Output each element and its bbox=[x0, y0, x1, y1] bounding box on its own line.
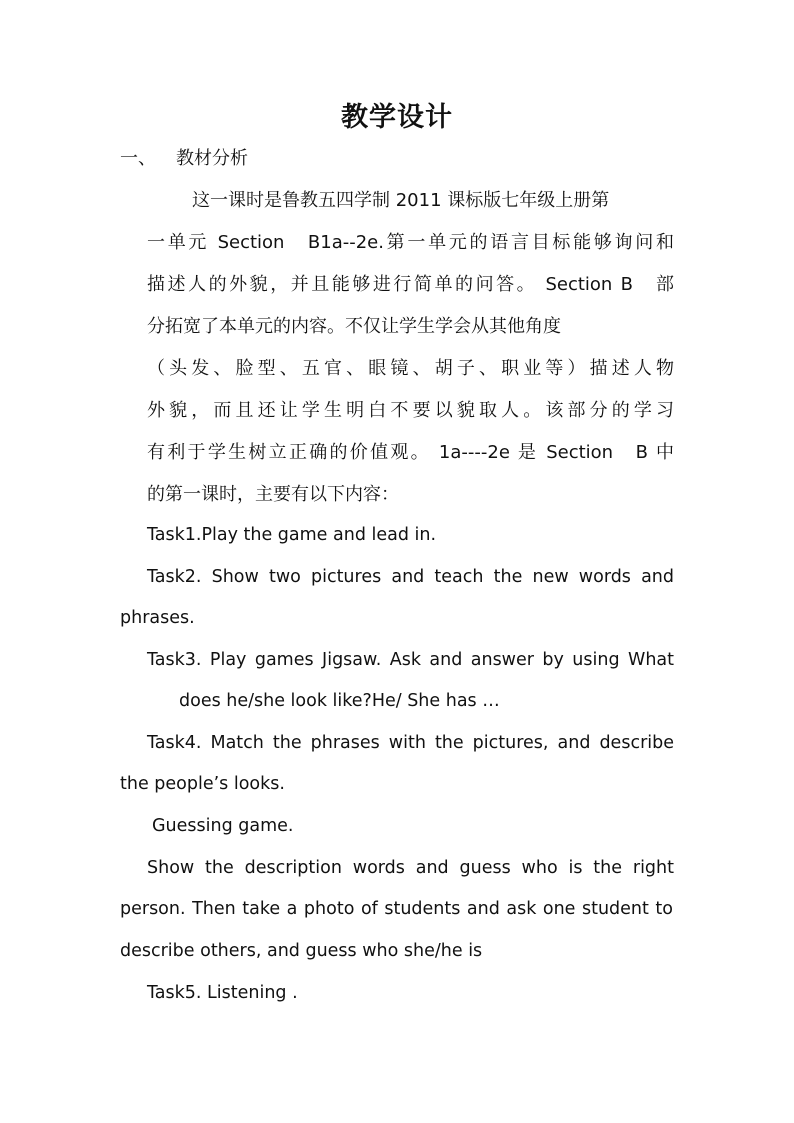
section-heading bbox=[120, 146, 248, 172]
task1-line: Task1.Play the game and lead in. bbox=[147, 525, 437, 545]
paragraph-line-7: 有利于学生树立正确的价值观。 1a----2e 是 Section B 中 bbox=[147, 442, 674, 463]
paragraph-line-4: 分拓宽了本单元的内容。不仅让学生学会从其他角度 bbox=[147, 316, 561, 337]
document-title: 教学设计 bbox=[341, 102, 453, 133]
section-number: 一、 bbox=[120, 148, 156, 169]
paragraph-line-2: 一单元 Section B1a--2e.第一单元的语言目标能够询问和 bbox=[147, 232, 674, 253]
paragraph-line-3: 描述人的外貌，并且能够进行简单的问答。 Section B 部 bbox=[147, 274, 674, 295]
paragraph-line-6: 外貌，而且还让学生明白不要以貌取人。该部分的学习 bbox=[147, 400, 674, 421]
task2-line-2: phrases. bbox=[120, 608, 195, 628]
task5-line: Task5. Listening . bbox=[147, 983, 298, 1003]
guess-line-3: describe others, and guess who she/he is bbox=[120, 941, 483, 961]
paragraph-line-8: 的第一课时，主要有以下内容： bbox=[147, 484, 399, 505]
paragraph-line-5: （头发、脸型、五官、眼镜、胡子、职业等）描述人物 bbox=[147, 358, 674, 379]
task4-line-2: the people’s looks. bbox=[120, 774, 285, 794]
task3-line-2: does he/she look like?He/ She has … bbox=[179, 691, 500, 711]
task3-line-1: Task3. Play games Jigsaw. Ask and answer by using What bbox=[147, 650, 674, 670]
paragraph-line-1: 这一课时是鲁教五四学制 2011 课标版七年级上册第 bbox=[192, 190, 610, 211]
guess-line-1: Show the description words and guess who is the right bbox=[147, 858, 674, 878]
task2-line-1: Task2. Show two pictures and teach the new words and bbox=[147, 567, 674, 587]
task4-line-1: Task4. Match the phrases with the pictures, and describe bbox=[147, 733, 674, 753]
guessing-game-line: Guessing game. bbox=[152, 816, 294, 836]
section-title: 教材分析 bbox=[176, 148, 248, 169]
guess-line-2: person. Then take a photo of students and ask one student to bbox=[120, 899, 673, 919]
